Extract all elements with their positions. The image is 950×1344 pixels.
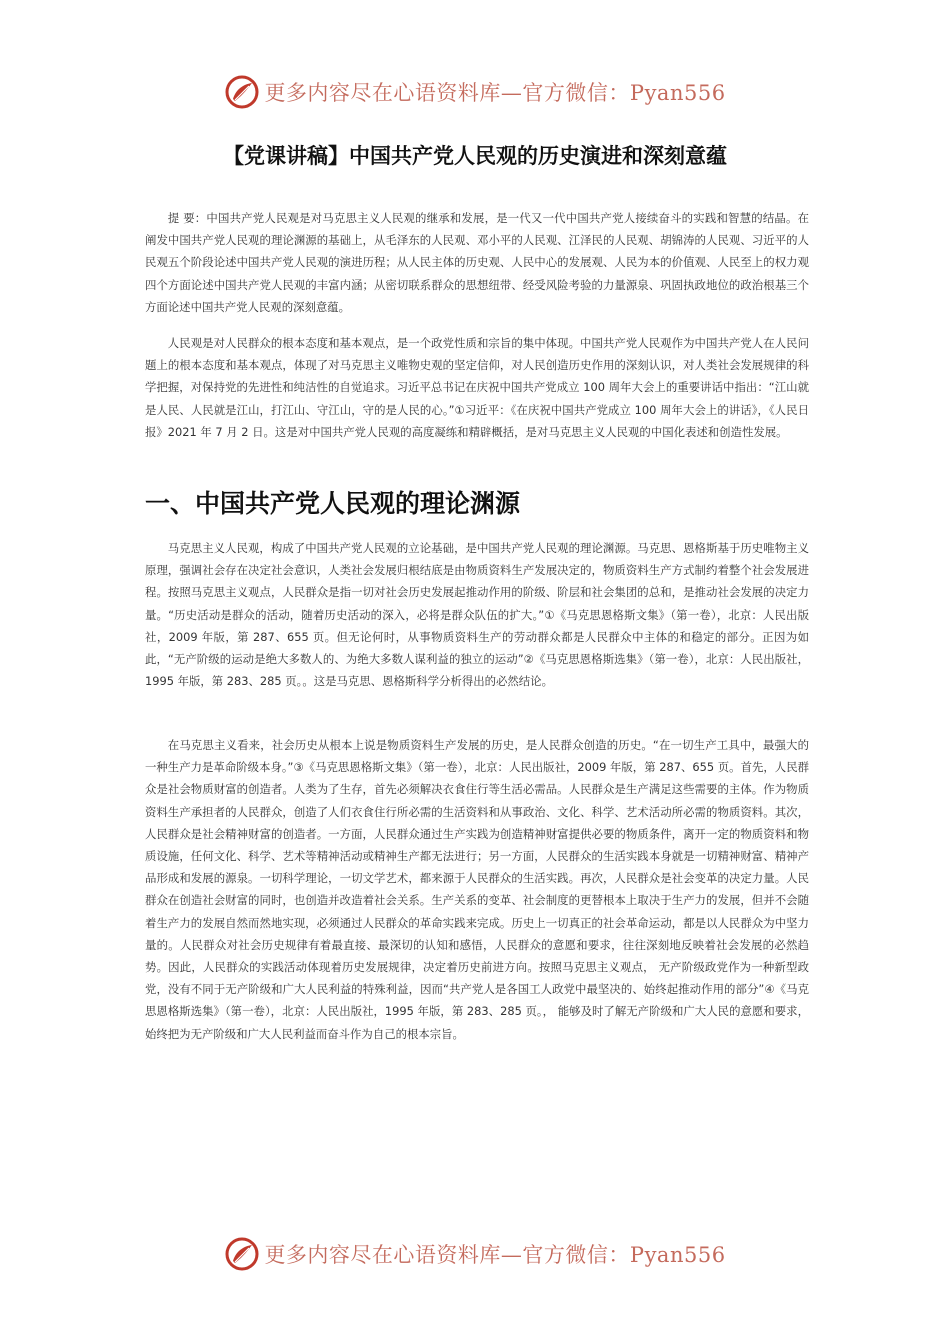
abstract-paragraph: 提 要：中国共产党人民观是对马克思主义人民观的继承和发展，是一代又一代中国共产党人接续奋斗的实践和智慧的结晶。在阐发中国共产党人民观的理论渊源的基础上，从毛泽东的人民观、邓小平的人民观、江泽民的人民观、胡锦涛的人民观、习近平的人民观五个阶段论述中国共产党人民观的演进历程；从人民主体的历史观、人民中心的发展观、人民为本的价值观、人民至上的权力观四个方面论述中国共产党人民观的丰富内涵；从密切联系群众的思想纽带、经受风险考验的力量源泉、巩固执政地位的政治根基三个方面论述中国共产党人民观的深刻意蕴。 <box>145 211 809 314</box>
section-paragraph-2: 在马克思主义看来，社会历史从根本上说是物质资料生产发展的历史，是人民群众创造的历史。“在一切生产工具中，最强大的一种生产力是革命阶级本身。”③《马克思恩格斯文集》（第一卷），北京：人民出版社，2009 年版，第 287、655 页。首先，人民群众是社会物质财富的创造者。人类为了生存，首先必须解决衣食住行等生活必需品。人民群众是生产满足这些需要的主体。作为物质资料生产承担者的人民群众，创造了人们衣食住行所必需的生活资料和从事政治、文化、科学、艺术活动所必需的物质资料。其次，人民群众是社会精神财富的创造者。一方面，人民群众通过生产实践为创造精神财富提供必要的物质条件，离开一定的物质资料和物质设施，任何文化、科学、艺术等精神活动或精神生产都无法进行；另一方面，人民群众的生活实践本身就是一切精神财富、精神产品形成和发展的源泉。一切科学理论，一切文学艺术，都来源于人民群众的生活实践。再次，人民群众是社会变革的决定力量。人民群众在创造社会财富的同时，也创造并改造着社会关系。生产关系的变革、社会制度的更替根本上取决于生产力的发展，但并不会随着生产力的发展自然而然地实现，必须通过人民群众的革命实践来完成。历史上一切真正的社会革命运动，都是以人民群众为中坚力量的。人民群众对社会历史规律有着最直接、最深切的认知和感悟，人民群众的意愿和要求，往往深刻地反映着社会发展的必然趋势。因此，人民群众的实践活动体现着历史发展规律，决定着历史前进方向。按照马克思主义观点， 无产阶级政党作为一种新型政党，没有不同于无产阶级和广大人民利益的特殊利益，因而“共产党人是各国工人政党中最坚决的、始终起推动作用的部分”④《马克思恩格斯选集》（第一卷），北京：人民出版社，1995 年版，第 283、285 页。， 能够及时了解无产阶级和广大人民的意愿和要求，始终把为无产阶级和广大人民利益而奋斗作为自己的根本宗旨。 <box>145 738 809 1041</box>
header-banner <box>0 72 950 112</box>
document-title: 【党课讲稿】中国共产党人民观的历史演进和深刻意蕴 <box>223 144 727 168</box>
footer-banner-text: 更多内容尽在心语资料库—官方微信：Pyan556 <box>264 1243 726 1267</box>
brand-logo-icon <box>224 1236 260 1272</box>
brand-logo-icon <box>224 74 260 110</box>
section-heading: 一、中国共产党人民观的理论渊源 <box>145 489 521 518</box>
section-paragraph-1: 马克思主义人民观，构成了中国共产党人民观的立论基础，是中国共产党人民观的理论渊源。马克思、恩格斯基于历史唯物主义原理，强调社会存在决定社会意识，人类社会发展归根结底是由物质资料生产发展决定的，物质资料生产方式制约着整个社会发展进程。按照马克思主义观点，人民群众是指一切对社会历史发展起推动作用的阶级、阶层和社会集团的总和，是推动社会发展的决定力量。“历史活动是群众的活动，随着历史活动的深入，必将是群众队伍的扩大。”①《马克思恩格斯文集》（第一卷），北京：人民出版社，2009 年版，第 287、655 页。但无论何时，从事物质资料生产的劳动群众都是人民群众中主体的和稳定的部分。正因为如此，“无产阶级的运动是绝大多数人的、为绝大多数人谋利益的独立的运动”②《马克思恩格斯选集》（第一卷），北京：人民出版社，1995 年版，第 283、285 页。。这是马克思、恩格斯科学分析得出的必然结论。 <box>145 541 809 689</box>
intro-paragraph: 人民观是对人民群众的根本态度和基本观点，是一个政党性质和宗旨的集中体现。中国共产党人民观作为中国共产党人在人民问题上的根本态度和基本观点，体现了对马克思主义唯物史观的坚定信仰，对人民创造历史作用的深刻认识，对人类社会发展规律的科学把握，对保持党的先进性和纯洁性的自觉追求。习近平总书记在庆祝中国共产党成立 100 周年大会上的重要讲话中指出：“江山就是人民、人民就是江山，打江山、守江山，守的是人民的心。”①习近平：《在庆祝中国共产党成立 100 周年大会上的讲话》，《人民日报》2021 年 7 月 2 日。这是对中国共产党人民观的高度凝练和精辟概括，是对马克思主义人民观的中国化表述和创造性发展。 <box>145 336 809 439</box>
header-banner-text: 更多内容尽在心语资料库—官方微信：Pyan556 <box>264 81 726 105</box>
footer-banner <box>0 1234 950 1274</box>
